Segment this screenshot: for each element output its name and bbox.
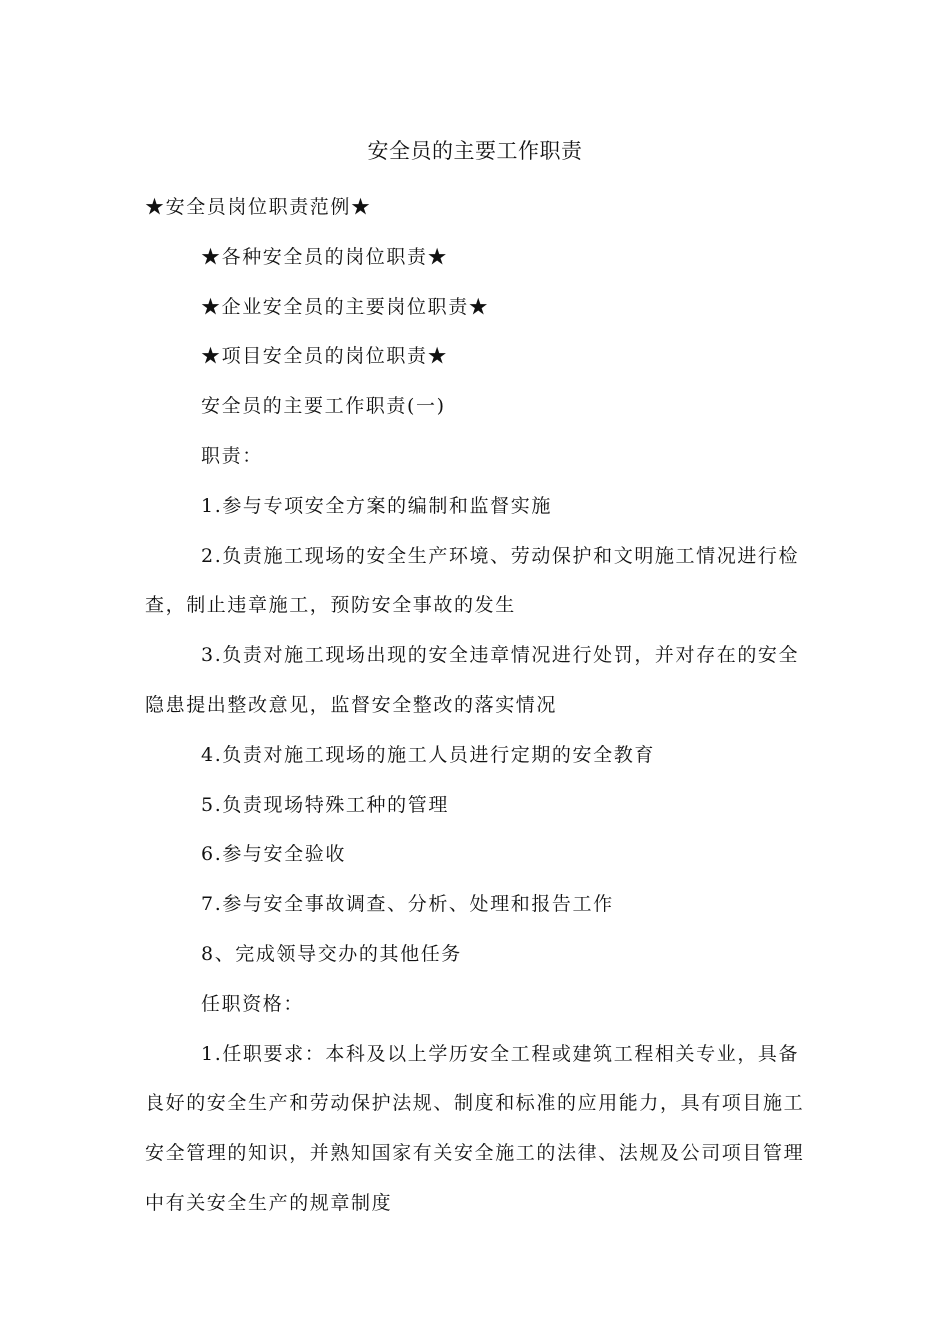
duty-item-2: 2.负责施工现场的安全生产环境、劳动保护和文明施工情况进行检查，制止违章施工，预防安全事故的发生 xyxy=(145,544,800,617)
duty-item-5: 5.负责现场特殊工种的管理 xyxy=(201,793,449,816)
duty-item-6: 6.参与安全验收 xyxy=(201,843,346,866)
document-body xyxy=(145,183,810,1229)
duty-item-7: 7.参与安全事故调查、分析、处理和报告工作 xyxy=(201,893,614,916)
section-heading-examples: ★安全员岗位职责范例★ xyxy=(145,196,372,218)
qualifications-heading: 任职资格： xyxy=(201,992,305,1015)
qualification-item-1: 1.任职要求：本科及以上学历安全工程或建筑工程相关专业，具备良好的安全生产和劳动保护法规、制度和标准的应用能力，具有项目施工安全管理的知识，并熟知国家有关安全施工的法律、法规及公司项目管理中有关安全生产的规章制度 xyxy=(145,1042,805,1214)
section-subtitle: 安全员的主要工作职责(一) xyxy=(201,395,446,418)
duty-item-1: 1.参与专项安全方案的编制和监督实施 xyxy=(201,494,552,517)
duty-item-3: 3.负责对施工现场出现的安全违章情况进行处罚，并对存在的安全隐患提出整改意见，监督安全整改的落实情况 xyxy=(145,644,800,716)
section-link-project-duties: ★项目安全员的岗位职责★ xyxy=(201,345,449,368)
section-link-various-duties: ★各种安全员的岗位职责★ xyxy=(201,245,449,268)
section-link-enterprise-duties: ★企业安全员的主要岗位职责★ xyxy=(201,295,490,318)
duty-item-4: 4.负责对施工现场的施工人员进行定期的安全教育 xyxy=(201,743,655,766)
duty-item-8: 8、完成领导交办的其他任务 xyxy=(201,942,462,965)
document-title: 安全员的主要工作职责 xyxy=(367,139,583,163)
duties-heading: 职责： xyxy=(201,444,263,467)
